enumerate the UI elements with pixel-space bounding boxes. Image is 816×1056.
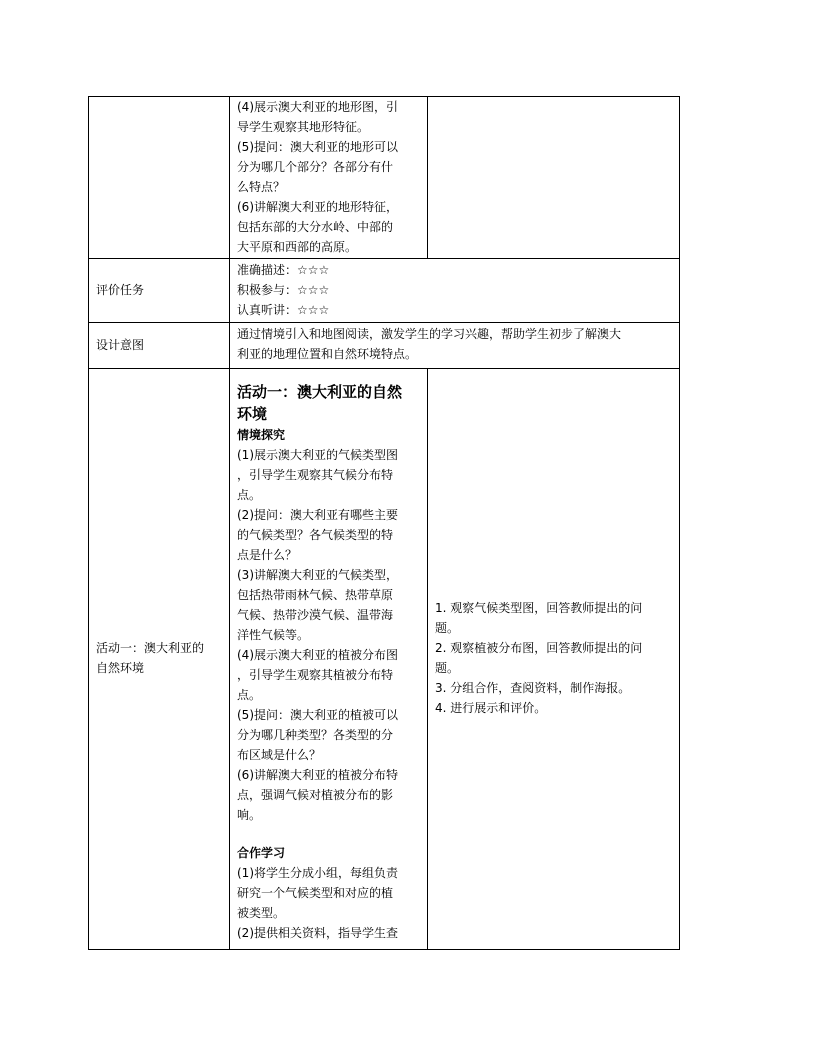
text-line: (4)展示澳大利亚的地形图，引 <box>237 100 398 114</box>
activity-label <box>96 638 226 678</box>
text-line: (2)提供相关资料，指导学生查 <box>237 926 398 940</box>
activity-title: 活动一：澳大利亚的自然 <box>237 383 403 401</box>
design-label <box>96 335 224 355</box>
evaluation-item: 认真听讲：☆☆☆ <box>237 303 330 317</box>
evaluation-items <box>237 260 667 320</box>
design-label-text: 设计意图 <box>96 338 145 352</box>
text-line: 点是什么？ <box>237 548 298 562</box>
text-line: 2. 观察植被分布图，回答教师提出的问 <box>435 641 643 655</box>
column-divider-2a <box>427 96 428 259</box>
text-line: 导学生观察其地形特征。 <box>237 120 370 134</box>
text-line: 通过情境引入和地图阅读，激发学生的学习兴趣，帮助学生初步了解澳大 <box>237 327 622 341</box>
text-line: (4)展示澳大利亚的植被分布图 <box>237 648 398 662</box>
text-line: (6)讲解澳大利亚的地形特征， <box>237 200 398 214</box>
row-line-2 <box>88 322 680 323</box>
text-line: 响。 <box>237 808 262 822</box>
text-line: 分为哪几个部分？各部分有什 <box>237 160 394 174</box>
activity-title: 环境 <box>237 405 268 423</box>
row-line-3 <box>88 368 680 369</box>
table-border-right <box>679 96 680 950</box>
text-line: (2)提问：澳大利亚有哪些主要 <box>237 508 398 522</box>
text-line: 利亚的地理位置和自然环境特点。 <box>237 347 418 361</box>
text-line: 包括热带雨林气候、热带草原 <box>237 588 394 602</box>
design-text <box>237 324 673 364</box>
text-line: 3. 分组合作，查阅资料，制作海报。 <box>435 681 631 695</box>
text-line: 包括东部的大分水岭、中部的 <box>237 220 394 234</box>
text-line: 点。 <box>237 688 262 702</box>
evaluation-label-text: 评价任务 <box>96 283 145 297</box>
activity-teacher-cell <box>237 381 425 943</box>
text-line: (5)提问：澳大利亚的植被可以 <box>237 708 398 722</box>
column-divider-2b <box>427 368 428 950</box>
text-line: 4. 进行展示和评价。 <box>435 701 547 715</box>
column-divider-1 <box>229 96 230 950</box>
evaluation-item: 准确描述：☆☆☆ <box>237 263 330 277</box>
text-line: 1. 观察气候类型图，回答教师提出的问 <box>435 601 643 615</box>
text-line: (1)展示澳大利亚的气候类型图 <box>237 448 398 462</box>
activity-student-cell <box>435 598 675 718</box>
text-line: 活动一：澳大利亚的 <box>96 641 205 655</box>
row-line-1 <box>88 258 680 259</box>
text-line: 题。 <box>435 661 460 675</box>
section-heading: 合作学习 <box>237 846 286 860</box>
evaluation-label <box>96 280 224 300</box>
text-line: ，引导学生观察其气候分布特 <box>237 468 394 482</box>
text-line: 自然环境 <box>96 661 145 675</box>
text-line: 么特点？ <box>237 180 286 194</box>
text-line: 大平原和西部的高原。 <box>237 240 358 254</box>
table-border-left <box>88 96 89 950</box>
text-line: 的气候类型？各气候类型的特 <box>237 528 394 542</box>
text-line: 点。 <box>237 488 262 502</box>
spacer <box>237 825 425 843</box>
text-line: 研究一个气候类型和对应的植 <box>237 886 394 900</box>
text-line: 布区域是什么？ <box>237 748 322 762</box>
text-line: ，引导学生观察其植被分布特 <box>237 668 394 682</box>
text-line: 题。 <box>435 621 460 635</box>
section-heading: 情境探究 <box>237 428 286 442</box>
text-line: (6)讲解澳大利亚的植被分布特 <box>237 768 398 782</box>
text-line: (3)讲解澳大利亚的气候类型， <box>237 568 398 582</box>
text-line: 洋性气候等。 <box>237 628 310 642</box>
text-line: 点，强调气候对植被分布的影 <box>237 788 394 802</box>
row-line-bottom <box>88 949 680 950</box>
text-line: (5)提问：澳大利亚的地形可以 <box>237 140 398 154</box>
row1-teacher-cell <box>237 97 425 257</box>
text-line: 被类型。 <box>237 906 286 920</box>
evaluation-item: 积极参与：☆☆☆ <box>237 283 330 297</box>
text-line: 分为哪几种类型？各类型的分 <box>237 728 394 742</box>
text-line: 气候、热带沙漠气候、温带海 <box>237 608 394 622</box>
text-line: (1)将学生分成小组，每组负责 <box>237 866 398 880</box>
